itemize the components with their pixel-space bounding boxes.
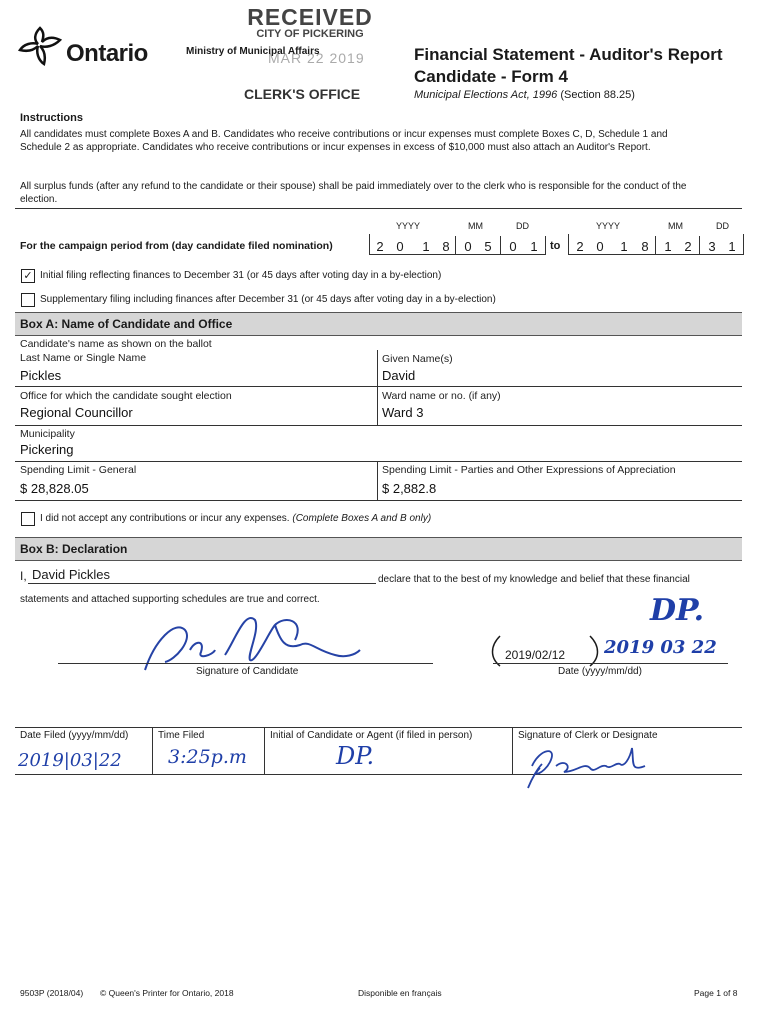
divider (377, 350, 378, 386)
supplementary-filing-label: Supplementary filing including finances after December 31 (or 45 days after voting day in a by-election) (40, 294, 496, 305)
divider (377, 387, 378, 425)
to-digit: 1 (664, 239, 672, 254)
title-line-2: Candidate - Form 4 (414, 67, 568, 86)
to-digit: 8 (641, 239, 649, 254)
limit-general-value[interactable]: $ 28,828.05 (20, 481, 89, 496)
declaration-statements: statements and attached supporting schedules are true and correct. (20, 594, 320, 605)
no-contributions-label: I did not accept any contributions or incur any expenses. (40, 513, 290, 524)
divider (264, 727, 265, 774)
from-sep-2 (500, 236, 501, 254)
declaration-i: I, (20, 569, 27, 583)
from-digit: 1 (530, 239, 538, 254)
given-name-label: Given Name(s) (382, 353, 453, 365)
ward-label: Ward name or no. (if any) (382, 390, 501, 402)
from-yyyy: YYYY (396, 221, 421, 231)
to-digit: 2 (684, 239, 692, 254)
trillium-icon (18, 24, 62, 68)
declaration-text: declare that to the best of my knowledge and belief that these financial (378, 574, 690, 585)
instructions-para-1: All candidates must complete Boxes A and B. Candidates who receive contributions or incur expenses must complete Boxes C, D, Schedule 1 and Schedule 2 as appropriate. Candidates who receive contributions or incur expenses in excess of $10,000 must also attach an Auditor's Report. (20, 129, 668, 153)
given-name-value[interactable]: David (382, 368, 416, 383)
declaration-date-hand: 2019 03 22 (604, 637, 717, 658)
box-b-title: Box B: Declaration (20, 542, 128, 556)
from-digit: 0 (464, 239, 472, 254)
from-digit: 0 (509, 239, 517, 254)
date-label: Date (yyyy/mm/dd) (558, 666, 642, 677)
form-title (414, 44, 723, 88)
date-filed-label: Date Filed (yyyy/mm/dd) (20, 730, 129, 741)
divider (15, 208, 742, 209)
page-number: Page 1 of 8 (694, 988, 738, 998)
instructions-heading: Instructions (20, 112, 83, 124)
period-to: to (550, 240, 561, 252)
from-digit: 8 (442, 239, 450, 254)
date-line (493, 663, 728, 664)
time-filed-value[interactable]: 3:25p.m (168, 746, 247, 768)
office-value[interactable]: Regional Councillor (20, 405, 133, 420)
declaration-date-typed[interactable]: 2019/02/12 (505, 648, 566, 662)
act-name: Municipal Elections Act, 1996 (414, 89, 558, 101)
to-digit: 1 (620, 239, 628, 254)
received-stamp (240, 4, 380, 40)
ward-value[interactable]: Ward 3 (382, 405, 424, 420)
no-contributions-checkbox[interactable] (21, 512, 35, 526)
initial-filed-label: Initial of Candidate or Agent (if filed in person) (270, 730, 473, 741)
box-a-title: Box A: Name of Candidate and Office (20, 317, 233, 331)
ontario-wordmark: Ontario (66, 40, 148, 67)
from-mm: MM (468, 221, 483, 231)
copyright: © Queen's Printer for Ontario, 2018 (100, 988, 234, 998)
to-digit: 1 (728, 239, 736, 254)
divider (152, 727, 153, 774)
initial-filed-value[interactable]: DP. (336, 742, 375, 770)
divider (377, 462, 378, 500)
instructions-para-2: All surplus funds (after any refund to the candidate or their spouse) shall be paid immediately over to the clerk who is responsible for the conduct of the election. (20, 181, 687, 205)
to-digit: 3 (708, 239, 716, 254)
to-yyyy: YYYY (596, 221, 621, 231)
municipality-label: Municipality (20, 428, 75, 440)
limit-parties-value[interactable]: $ 2,882.8 (382, 481, 437, 496)
divider (512, 727, 513, 774)
from-digit: 5 (484, 239, 492, 254)
last-name-value[interactable]: Pickles (20, 368, 62, 383)
form-number: 9503P (2018/04) (20, 988, 84, 998)
divider (15, 461, 742, 462)
box-b-header (15, 537, 742, 561)
legislation-ref (414, 89, 635, 101)
box-a-header (15, 312, 742, 336)
from-digit: 2 (376, 239, 384, 254)
to-sep-2 (699, 236, 700, 254)
signature-line (58, 663, 433, 664)
initial-filing-checkbox[interactable]: ✓ (21, 269, 35, 283)
french-available: Disponible en français (358, 988, 442, 998)
initial-filing-label: Initial filing reflecting finances to December 31 (or 45 days after voting day in a by-election) (40, 270, 442, 281)
limit-parties-label: Spending Limit - Parties and Other Expressions of Appreciation (382, 464, 676, 476)
from-digit: 1 (422, 239, 430, 254)
stamp-office: CLERK'S OFFICE (244, 86, 361, 102)
clerk-signature-label: Signature of Clerk or Designate (518, 730, 658, 741)
stamp-date: MAR 22 2019 (268, 50, 365, 66)
to-mm: MM (668, 221, 683, 231)
from-sep-1 (455, 236, 456, 254)
municipality-value[interactable]: Pickering (20, 442, 74, 457)
supplementary-filing-checkbox[interactable] (21, 293, 35, 307)
ministry-name: Ministry of Municipal Affairs (186, 46, 320, 57)
to-sep-1 (655, 236, 656, 254)
to-digit: 2 (576, 239, 584, 254)
from-dd: DD (516, 221, 529, 231)
from-digit: 0 (396, 239, 404, 254)
no-contributions-text (40, 513, 431, 524)
to-dd: DD (716, 221, 729, 231)
from-sep-3 (545, 236, 546, 254)
divider (15, 425, 742, 426)
to-digit: 0 (596, 239, 604, 254)
declaration-initials: DP. (650, 593, 705, 628)
stamp-received: RECEIVED (247, 4, 373, 30)
signature-label: Signature of Candidate (196, 666, 299, 677)
last-name-label: Last Name or Single Name (20, 352, 147, 364)
act-section: (Section 88.25) (560, 89, 635, 101)
divider (15, 386, 742, 387)
office-label: Office for which the candidate sought election (20, 390, 232, 402)
name-underline (28, 583, 376, 584)
date-filed-value[interactable]: 2019|03|22 (18, 750, 122, 771)
declarant-name[interactable]: David Pickles (32, 567, 111, 582)
no-contributions-note: (Complete Boxes A and B only) (292, 513, 432, 524)
stamp-city: CITY OF PICKERING (256, 28, 364, 40)
divider (15, 727, 742, 728)
title-line-1: Financial Statement - Auditor's Report (414, 45, 723, 64)
ballot-label: Candidate's name as shown on the ballot (20, 338, 212, 350)
time-filed-label: Time Filed (158, 730, 205, 741)
divider (15, 500, 742, 501)
clerk-signature[interactable] (520, 738, 660, 794)
period-label: For the campaign period from (day candidate filed nomination) (20, 240, 333, 252)
limit-general-label: Spending Limit - General (20, 464, 137, 476)
